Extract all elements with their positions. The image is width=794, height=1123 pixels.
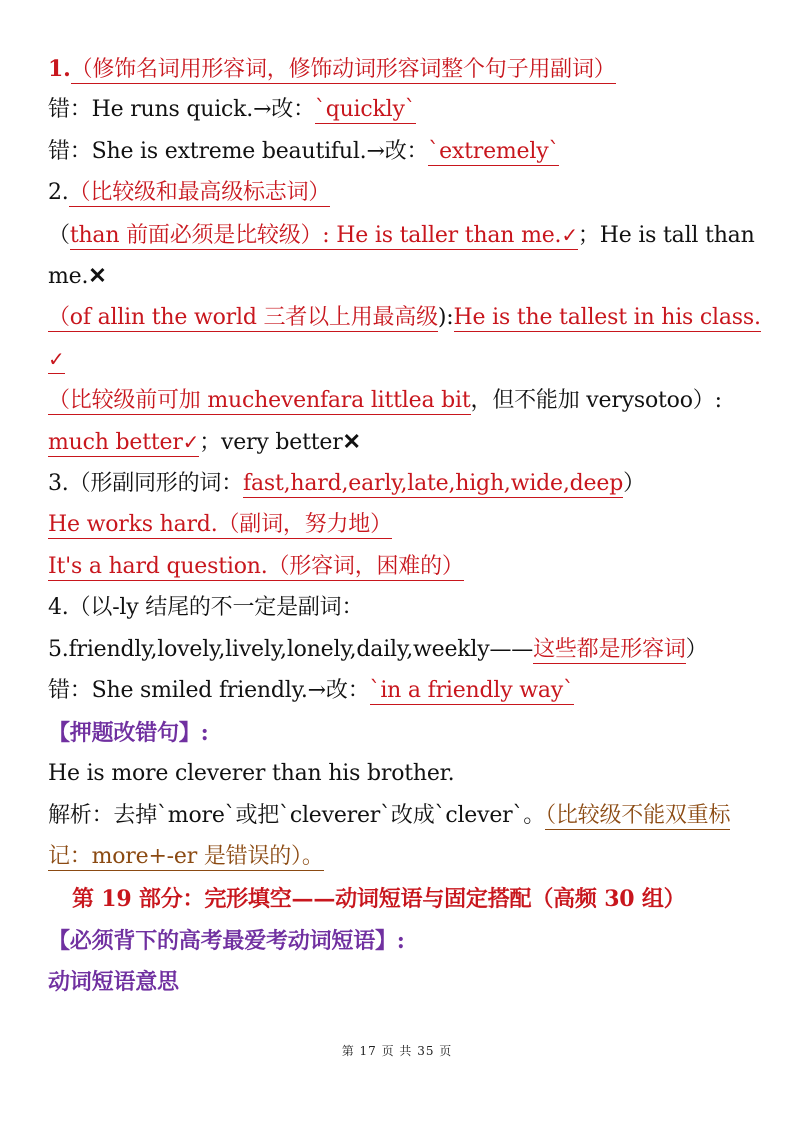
modifier-rule	[48, 386, 748, 416]
analysis-note: 记：more+-er 是错误的）。	[48, 844, 324, 869]
example-text: It's a hard question.（形容词，困难的）	[48, 554, 464, 579]
check-icon: ✓	[182, 430, 200, 454]
analysis-text: 解析：去掉`more`或把`cleverer`改成`clever`。	[48, 803, 546, 828]
error-example	[48, 95, 748, 125]
rule-text: than 前面必须是比较级）: He is taller than me.	[69, 223, 562, 248]
example-text: much better	[48, 430, 183, 455]
correct-example	[48, 430, 199, 457]
check-icon: ✓	[48, 347, 65, 371]
example-text: He works hard.（副词，努力地）	[48, 512, 392, 537]
section-label	[48, 718, 748, 749]
rule-5-heading	[48, 635, 748, 665]
comparative-rule-cont	[48, 261, 748, 292]
error-example	[48, 676, 748, 706]
part-19-title	[72, 884, 748, 915]
wrong-example: ；very better	[199, 430, 343, 455]
superlative-rule	[48, 303, 761, 333]
close-paren: ）	[685, 637, 708, 662]
column-header: 动词短语意思	[48, 969, 179, 995]
table-header	[48, 967, 748, 998]
rule-text: 3.（形副同形的词：	[48, 471, 243, 496]
rule-note	[70, 223, 578, 250]
correction: `in a friendly way`	[369, 678, 574, 703]
modifier-example	[48, 427, 748, 458]
analysis-note: （比较级不能双重标	[545, 803, 731, 828]
rule-note: （of allin the world 三者以上用最高级	[48, 305, 438, 330]
superlative-check	[48, 344, 748, 375]
item-number: 1.	[48, 56, 71, 82]
rule-3-heading	[48, 469, 748, 499]
rule-note: （比较级和最高级标志词）	[68, 180, 331, 205]
rule-4-heading	[48, 593, 748, 623]
part-title: 第 19 部分：完形填空——动词短语与固定搭配（高频 30 组）	[72, 886, 686, 912]
check-icon: ✓	[561, 223, 578, 247]
rule-note: 这些都是形容词	[533, 637, 686, 662]
correction: `extremely`	[428, 139, 560, 164]
word-list: 5.friendly,lovely,lively,lonely,daily,weekly——	[48, 637, 534, 662]
section-title: 【必须背下的高考最爱考动词短语】:	[48, 928, 405, 954]
correct-example: He is the tallest in his class.	[453, 305, 761, 330]
section-title: 【押题改错句】:	[48, 720, 209, 746]
rule-2-heading	[48, 178, 748, 208]
comparative-rule	[48, 220, 755, 251]
analysis-cont	[48, 842, 748, 872]
check-wrap	[48, 347, 65, 374]
analysis	[48, 801, 748, 831]
close-paren: ）	[623, 471, 645, 496]
example-adjective	[48, 552, 748, 582]
rule-text: 4.（以-ly 结尾的不一定是副词：	[48, 595, 364, 620]
example-adverb	[48, 510, 748, 540]
cross-icon: ✕	[88, 263, 107, 289]
error-text: 错：He runs quick.→改：	[48, 97, 315, 122]
wrong-example: ；He is tall than	[577, 223, 755, 248]
section-label	[48, 926, 748, 957]
cross-icon: ✕	[342, 429, 361, 455]
error-text: 错：She is extreme beautiful.→改：	[48, 139, 429, 164]
error-text: 错：She smiled friendly.→改：	[48, 678, 370, 703]
rule-note: （修饰名词用形容词，修饰动词形容词整个句子用副词）	[70, 57, 616, 82]
close-paren: ):	[437, 305, 454, 330]
word-list: fast,hard,early,late,high,wide,deep	[243, 471, 624, 496]
practice-sentence	[48, 759, 748, 789]
rule-1-heading	[48, 54, 748, 85]
wrong-example: me.	[48, 264, 89, 289]
error-example	[48, 137, 748, 167]
rule-note: （比较级前可加 muchevenfara littlea bit	[48, 388, 471, 413]
item-number: 2.	[48, 180, 69, 205]
rule-rest: ，但不能加 verysotoo）:	[470, 388, 722, 413]
open-paren: （	[48, 223, 70, 248]
correction: `quickly`	[314, 97, 416, 122]
sentence-text: He is more cleverer than his brother.	[48, 761, 455, 786]
page-footer: 第 17 页 共 35 页	[341, 1044, 453, 1058]
